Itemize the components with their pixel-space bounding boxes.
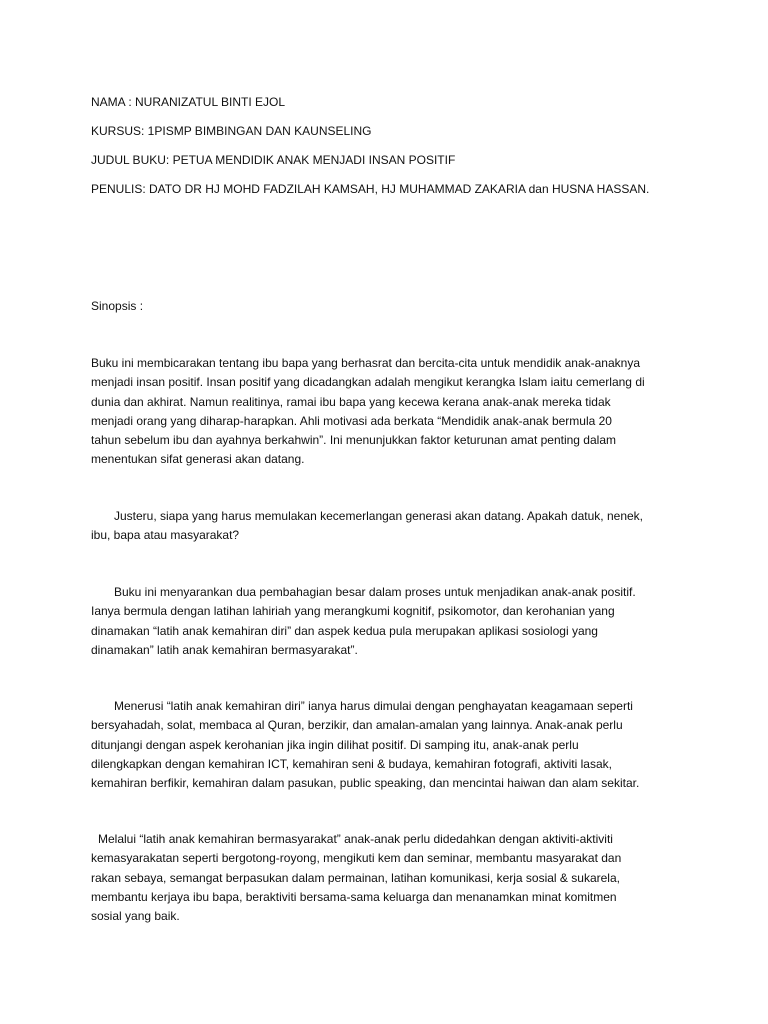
paragraph-line: menentukan sifat generasi akan datang. [91, 452, 305, 467]
paragraph-line: membantu kerjaya ibu bapa, beraktiviti bersama-sama keluarga dan menanamkan minat komitmen [91, 889, 617, 904]
paragraph-line: Buku ini membicarakan tentang ibu bapa yang berhasrat dan bercita-cita untuk mendidik anak-anaknya [91, 356, 640, 370]
book-authors: PENULIS: DATO DR HJ MOHD FADZILAH KAMSAH, HJ MUHAMMAD ZAKARIA dan HUSNA HASSAN. [91, 182, 650, 196]
synopsis-label: Sinopsis : [91, 299, 144, 313]
paragraph-line: dunia dan akhirat. Namun realitinya, ramai ibu bapa yang kecewa kerana anak-anak mereka tidak [91, 394, 611, 409]
paragraph-line: kemahiran berfikir, kemahiran dalam pasukan, public speaking, dan mencintai haiwan dan alam sekitar. [91, 776, 640, 791]
course: KURSUS: 1PISMP BIMBINGAN DAN KAUNSELING [91, 124, 372, 138]
paragraph-division [91, 583, 691, 660]
paragraph-intro [91, 354, 691, 470]
paragraph-line: tahun sebelum ibu dan ayahnya berkahwin”. Ini menunjukkan faktor keturunan amat penting dalam [91, 433, 616, 448]
paragraph-line: menjadi insan positif. Insan positif yang dicadangkan adalah mengikut kerangka Islam iaitu cemerlang di [91, 375, 645, 390]
paragraph-line: ibu, bapa atau masyarakat? [91, 528, 240, 543]
paragraph-line: Melalui “latih anak kemahiran bermasyarakat” anak-anak perlu didedahkan dengan aktiviti-aktiviti [98, 832, 613, 846]
paragraph-line: ditunjangi dengan aspek kerohanian jika ingin dilihat positif. Di samping itu, anak-anak perlu [91, 737, 579, 752]
paragraph-social-skills [91, 830, 691, 926]
paragraph-line: rakan sebaya, semangat berpasukan dalam permainan, latihan komunikasi, kerja sosial & sukarela, [91, 870, 620, 885]
paragraph-question [91, 507, 691, 546]
paragraph-line: menjadi orang yang diharap-harapkan. Ahli motivasi ada berkata “Mendidik anak-anak bermula 20 [91, 413, 612, 428]
paragraph-line: sosial yang baik. [91, 909, 180, 924]
paragraph-line: dinamakan” latih anak kemahiran bermasyarakat”. [91, 642, 358, 657]
book-title: JUDUL BUKU: PETUA MENDIDIK ANAK MENJADI INSAN POSITIF [91, 153, 456, 167]
student-name: NAMA : NURANIZATUL BINTI EJOL [91, 95, 286, 109]
paragraph-line: dinamakan “latih anak kemahiran diri” dan aspek kedua pula merupakan aplikasi sosiologi yang [91, 623, 598, 638]
paragraph-line: Buku ini menyarankan dua pembahagian besar dalam proses untuk menjadikan anak-anak positif. [114, 585, 636, 599]
paragraph-self-skills [91, 697, 691, 793]
paragraph-line: bersyahadah, solat, membaca al Quran, berzikir, dan amalan-amalan yang lainnya. Anak-anak perlu [91, 718, 623, 733]
paragraph-line: Ianya bermula dengan latihan lahiriah yang merangkumi kognitif, psikomotor, dan kerohanian yang [91, 604, 615, 619]
paragraph-line: Menerusi “latih anak kemahiran diri” ianya harus dimulai dengan penghayatan keagamaan seperti [114, 699, 633, 713]
paragraph-line: kemasyarakatan seperti bergotong-royong, mengikuti kem dan seminar, membantu masyarakat dan [91, 851, 622, 866]
paragraph-line: dilengkapkan dengan kemahiran ICT, kemahiran seni & budaya, kemahiran fotografi, aktiviti lasak, [91, 756, 612, 771]
paragraph-line: Justeru, siapa yang harus memulakan kecemerlangan generasi akan datang. Apakah datuk, nenek, [114, 509, 644, 523]
